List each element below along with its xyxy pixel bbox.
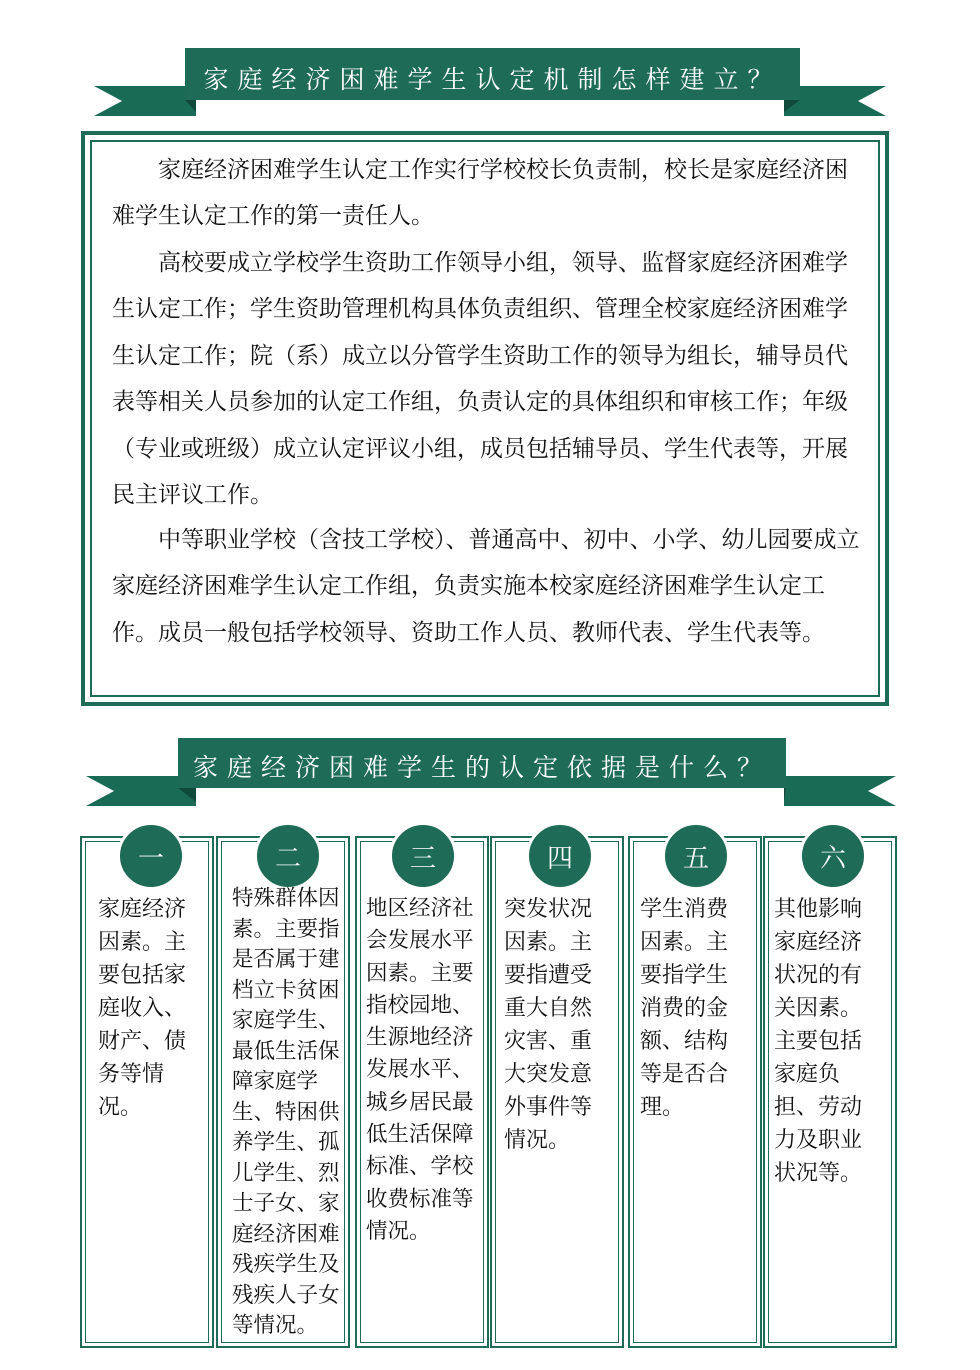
factor-number-badge-5: 五: [662, 822, 730, 890]
section-2-title: 家庭经济困难学生的认定依据是什么？: [192, 753, 771, 782]
factor-text-5: 学生消费因素。主要指学生消费的金额、结构等是否合理。: [640, 897, 729, 1120]
paragraph-3: 中等职业学校（含技工学校）、普通高中、初中、小学、幼儿园要成立家庭经济困难学生认定工作组，负责实施本校家庭经济困难学生认定工作。成员一般包括学校领导、资助工作人员、教师代表、学生代表等。: [112, 527, 860, 646]
factor-number-badge-6: 六: [799, 822, 867, 890]
section-1-ribbon: [0, 40, 980, 120]
factor-text-4: 突发状况因素。主要指遭受重大自然灾害、重大突发意外事件等情况。: [504, 897, 593, 1153]
section-1-title: 家庭经济困难学生认定机制怎样建立？: [203, 65, 782, 94]
factor-number-badge-4: 四: [526, 822, 594, 890]
factor-text-2: 特殊群体因素。主要指是否属于建档立卡贫困家庭学生、最低生活保障家庭学生、特困供养学生、孤儿学生、烈士子女、家庭经济困难残疾学生及残疾人子女等情况。: [232, 886, 340, 1338]
factor-number-badge-2: 二: [254, 822, 322, 890]
factor-number-badge-3: 三: [389, 822, 457, 890]
paragraph-2: 高校要成立学校学生资助工作领导小组，领导、监督家庭经济困难学生认定工作；学生资助管理机构具体负责组织、管理全校家庭经济困难学生认定工作；院（系）成立以分管学生资助工作的领导为组长，辅导员代表等相关人员参加的认定工作组，负责认定的具体组织和审核工作；年级（专业或班级）成立认定评议小组，成员包括辅导员、学生代表等，开展民主评议工作。: [112, 250, 848, 509]
factor-text-3: 地区经济社会发展水平因素。主要指校园地、生源地经济发展水平、城乡居民最低生活保障标准、学校收费标准等情况。: [366, 896, 474, 1244]
factor-text-6: 其他影响家庭经济状况的有关因素。主要包括家庭负担、劳动力及职业状况等。: [774, 897, 863, 1186]
section-2-ribbon: [0, 732, 980, 812]
factor-number-badge-1: 一: [117, 822, 185, 890]
paragraph-1: 家庭经济困难学生认定工作实行学校校长负责制，校长是家庭经济困难学生认定工作的第一责任人。: [112, 157, 848, 230]
factor-text-1: 家庭经济因素。主要包括家庭收入、财产、债务等情况。: [98, 897, 187, 1120]
